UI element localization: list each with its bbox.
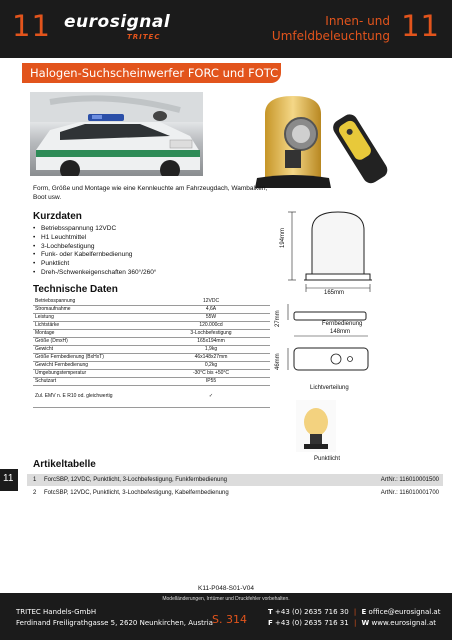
remote-label: Fernbedienung — [322, 321, 363, 327]
table-row: Zul. EMV n. E R10 od. gleichwertig ✓ — [33, 386, 270, 408]
brand-logo-text: eurosignal — [64, 12, 171, 32]
list-item: • Betriebsspannung 12VDC — [33, 225, 156, 234]
company-address: Ferdinand Freiligrathgasse 5, 2620 Neunkirchen, Austria — [16, 619, 213, 627]
email-link[interactable]: office@eurosignal.at — [368, 608, 441, 616]
table-row: Stromaufnahme 4,6A — [33, 306, 270, 314]
police-car-illustration — [30, 92, 203, 176]
company-name: TRITEC Handels-GmbH — [16, 608, 97, 616]
company-info — [16, 607, 213, 629]
kurzdaten-heading: Kurzdaten — [33, 211, 82, 222]
remote-width-dimension: 46mm — [275, 353, 281, 370]
product-photo — [205, 92, 393, 190]
table-row: Schutzart IP55 — [33, 378, 270, 386]
product-title: Halogen-Suchscheinwerfer FORC und FOTC — [30, 66, 279, 80]
section-side-tab: 11 — [0, 469, 18, 491]
list-item: • Funk- oder Kabelfernbedienung — [33, 251, 156, 260]
document-id: K11-P048-S01-V04 — [198, 585, 254, 592]
website-link[interactable]: www.eurosignal.at — [371, 619, 436, 627]
height-dimension: 194mm — [280, 227, 286, 248]
section-title: Innen- und Umfeldbeleuchtung — [271, 14, 390, 43]
table-row: Größe Fernbedienung (BxHxT) 46x148x27mm — [33, 354, 270, 362]
phone-number: +43 (0) 2635 716 30 — [275, 608, 349, 616]
width-dimension: 165mm — [324, 290, 345, 296]
table-row: Betriebsspannung 12VDC — [33, 298, 270, 306]
page-number: S. 314 — [212, 613, 247, 626]
light-distribution-label: Lichtverteilung — [310, 385, 349, 391]
table-row: 2 FotcSBP, 12VDC, Punktlicht, 3-Lochbefestigung, Kabelfernbedienung ArtNr.: 116010001700 — [33, 490, 439, 496]
table-row: Montage 3-Lochbefestigung — [33, 330, 270, 338]
page-footer — [0, 593, 452, 640]
table-row: 1 ForcSBP, 12VDC, Punktlicht, 3-Lochbefestigung, Funkfernbedienung ArtNr.: 116010001500 — [27, 474, 443, 486]
table-row: Gewicht 1,9kg — [33, 346, 270, 354]
table-row: Größe (DmxH) 165x194mm — [33, 338, 270, 346]
section-number-left: 11 — [12, 9, 51, 43]
disclaimer: Modelländerungen, Irrtümer und Druckfehler vorbehalten. — [162, 596, 290, 602]
table-row: Gewicht Fernbedienung 0,2kg — [33, 362, 270, 370]
technische-daten-heading: Technische Daten — [33, 284, 118, 295]
remote-length-dimension: 148mm — [330, 329, 351, 335]
table-row: Leistung 55W — [33, 314, 270, 322]
contact-info: T +43 (0) 2635 716 30 | E office@eurosignal.at F +43 (0) 2635 716 31 | W www.eurosignal.at — [268, 608, 441, 627]
page-header — [0, 0, 452, 58]
dimension-drawing — [278, 208, 448, 468]
brand-sub-text: TRITEC — [127, 33, 161, 41]
technical-drawings — [275, 208, 448, 468]
list-item: • Dreh-/Schwenkeigenschaften 360°/260° — [33, 269, 156, 278]
product-description: Form, Größe und Montage wie eine Kennleuchte am Fahrzeugdach, Wambalken, Boot usw. — [33, 185, 268, 201]
list-item: • H1 Leuchtmittel — [33, 234, 156, 243]
technical-data-table — [33, 298, 270, 408]
fax-number: +43 (0) 2635 716 31 — [275, 619, 349, 627]
kurzdaten-list — [33, 225, 156, 278]
remote-height-dimension: 27mm — [275, 310, 281, 327]
searchlight-illustration — [205, 92, 393, 190]
artikeltabelle-heading: Artikeltabelle — [33, 459, 96, 470]
product-title-bar — [22, 63, 281, 83]
section-number-right: 11 — [401, 9, 440, 43]
list-item: • 3-Lochbefestigung — [33, 243, 156, 252]
vehicle-photo — [30, 92, 203, 176]
list-item: • Punktlicht — [33, 260, 156, 269]
spotlight-label: Punktlicht — [314, 456, 341, 462]
table-row: Umgebungstemperatur -30°C bis +50°C — [33, 370, 270, 378]
table-row: Lichtstärke 120.000cd — [33, 322, 270, 330]
